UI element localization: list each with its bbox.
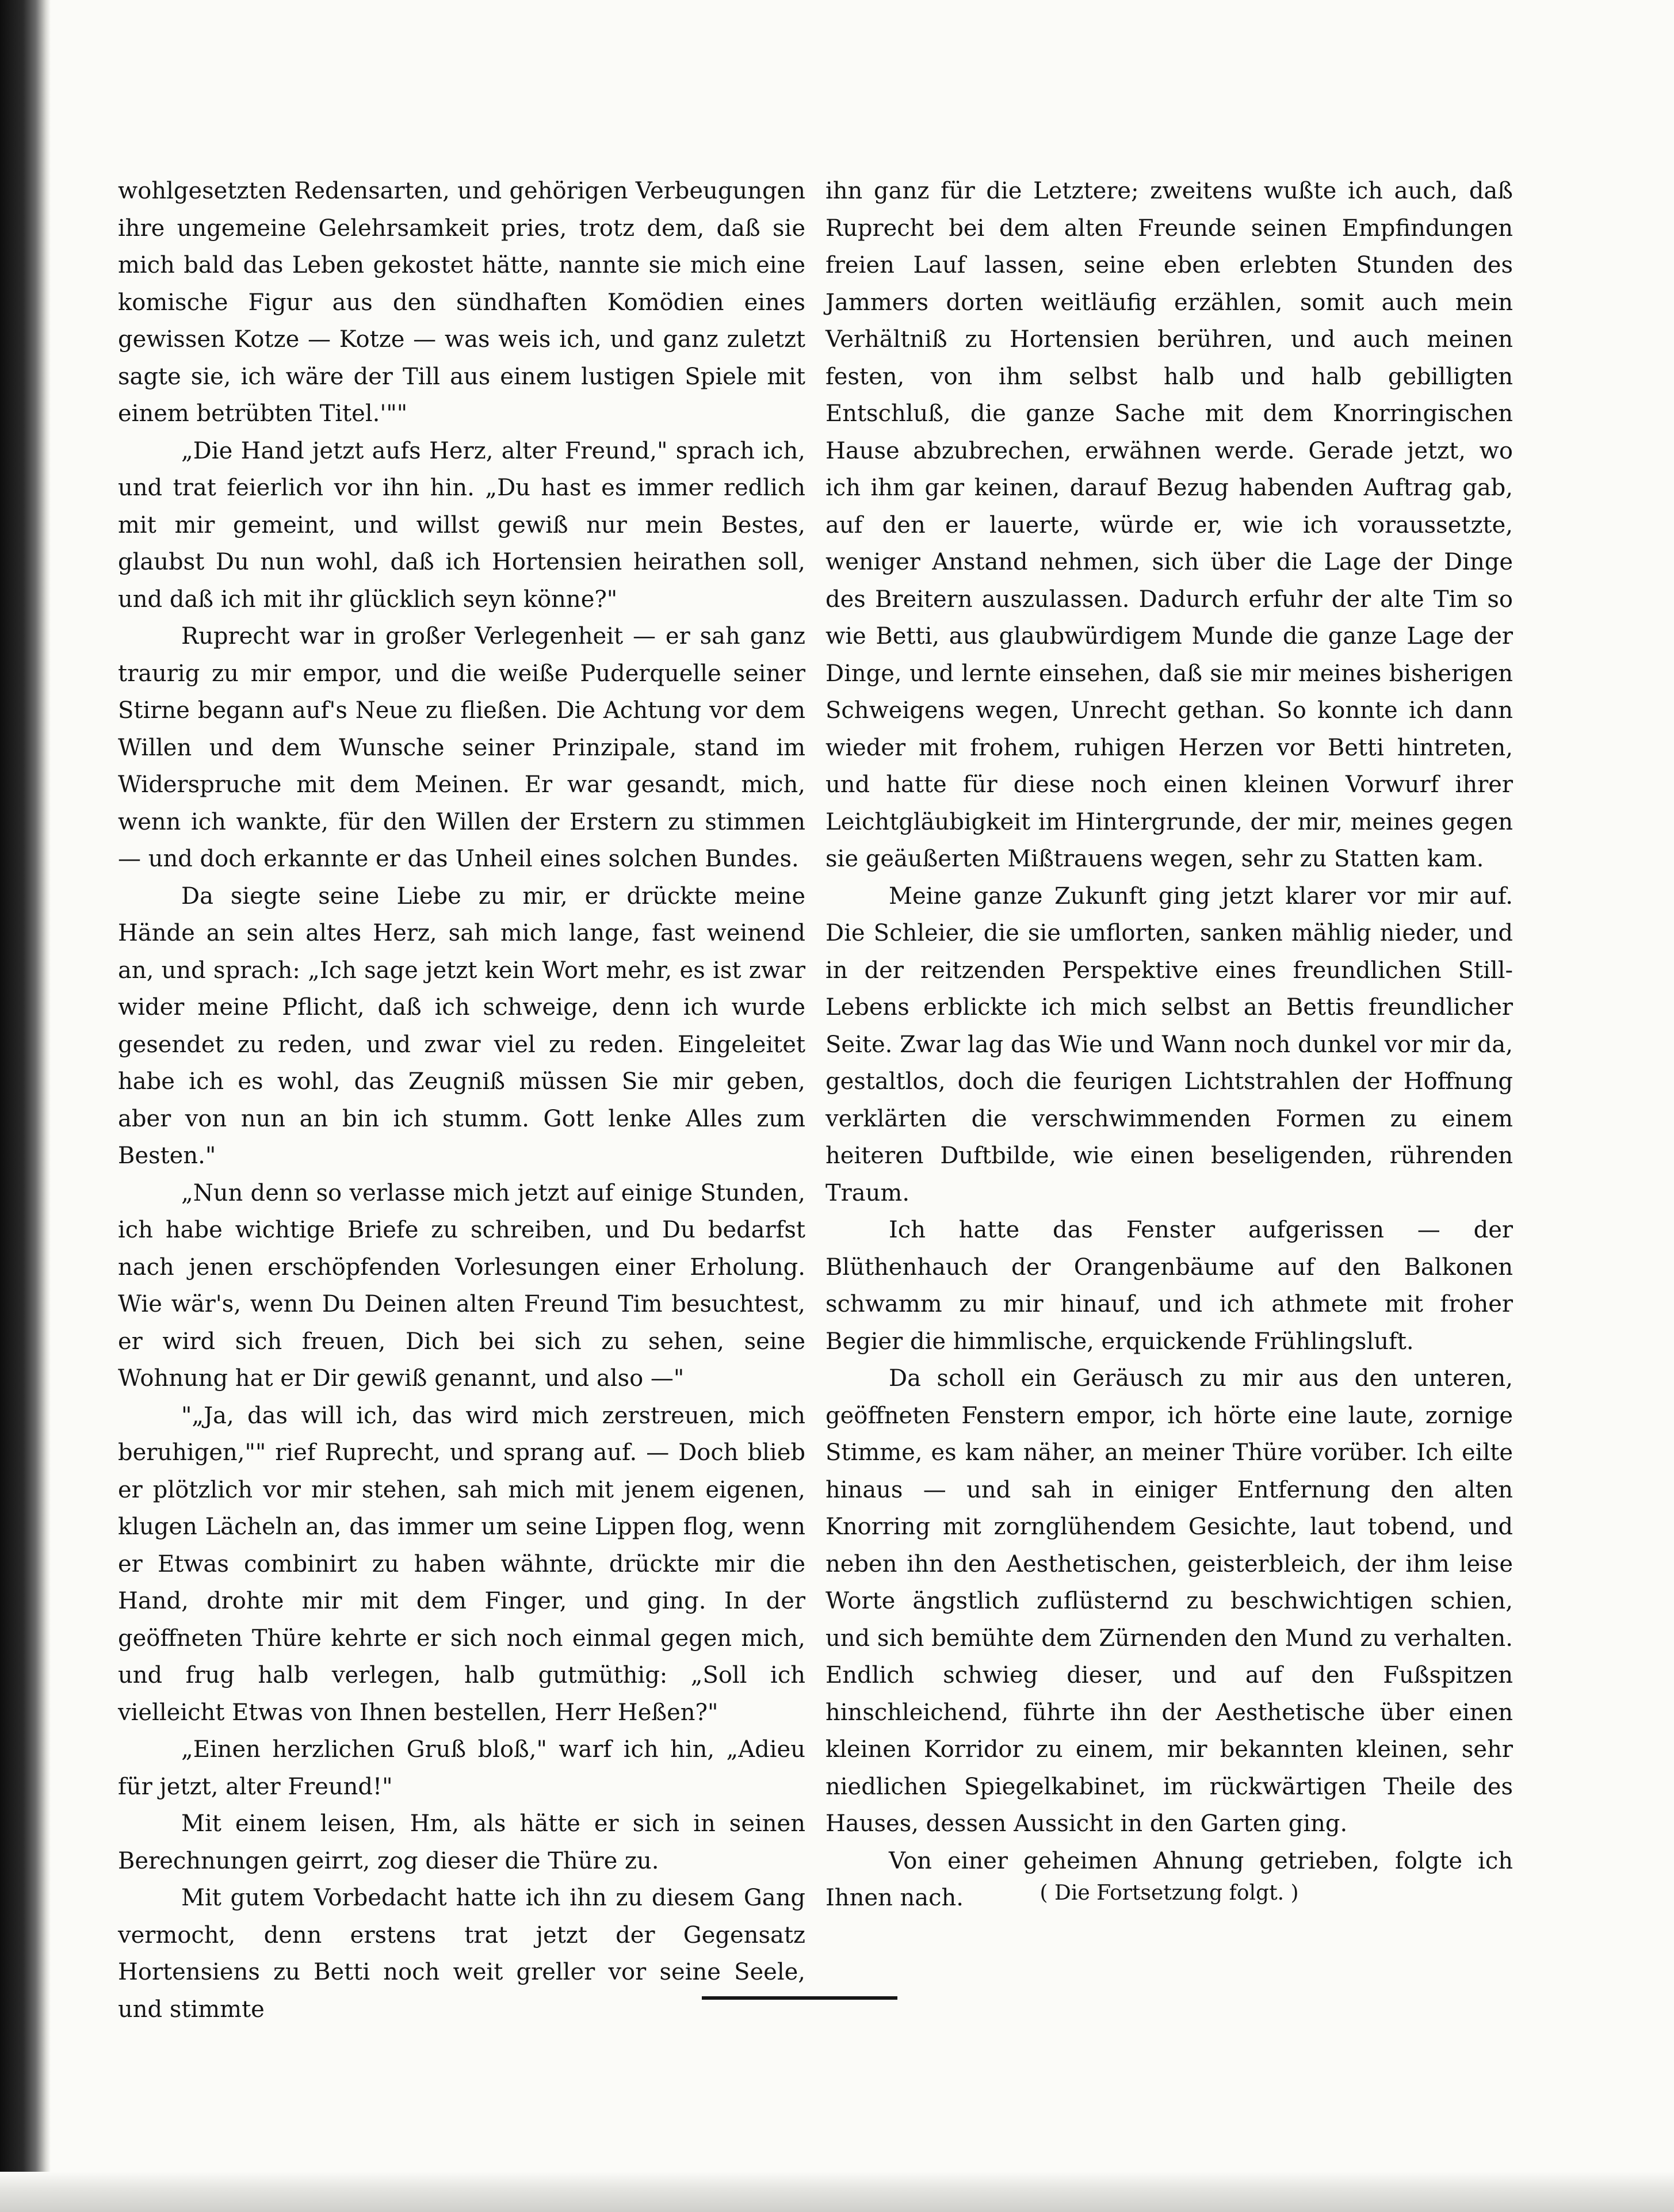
paragraph: „Nun denn so verlasse mich jetzt auf einige Stunden, ich habe wichtige Briefe zu schreiben, und Du bedarfst nach jenen erschöpfenden Vorlesungen einer Erholung. Wie wär's, wenn Du Deinen alten Freund Tim besuchtest, er wird sich freuen, Dich bei sich zu sehen, seine Wohnung hat er Dir gewiß genannt, und also —" xyxy=(118,1179,805,1392)
paragraph: wohlgesetzten Redensarten, und gehörigen Verbeugungen ihre ungemeine Gelehrsamkeit pries, trotz dem, daß sie mich bald das Leben gekostet hätte, nannte sie mich eine komische Figur aus den sündhaften Komödien eines gewissen Kotze — Kotze — was weis ich, und ganz zuletzt sagte sie, ich wäre der Till aus einem lustigen Spiele mit einem betrübten Titel.'"" xyxy=(118,178,805,427)
end-rule-divider xyxy=(702,1996,897,2000)
paragraph: Meine ganze Zukunft ging jetzt klarer vor mir auf. Die Schleier, die sie umflorten, sanken mählig nieder, und in der reitzenden Perspektive eines freundlichen Still-Lebens erblickte ich mich selbst an Bettis freundlicher Seite. Zwar lag das Wie und Wann noch dunkel vor mir da, gestaltlos, doch die feurigen Lichtstrahlen der Hoffnung verklärten die verschwimmenden Formen zu einem heiteren Duftbilde, wie einen beseligenden, rührenden Traum. xyxy=(825,882,1513,1206)
paragraph: "„Ja, das will ich, das wird mich zerstreuen, mich beruhigen,"" rief Ruprecht, und sprang auf. — Doch blieb er plötzlich vor mir stehen, sah mich mit jenem eigenen, klugen Lächeln an, das immer um seine Lippen flog, wenn er Etwas combinirt zu haben wähnte, drückte mir die Hand, drohte mir mit dem Finger, und ging. In der geöffneten Thüre kehrte er sich noch einmal gegen mich, und frug halb verlegen, halb gutmüthig: „Soll ich vielleicht Etwas von Ihnen bestellen, Herr Heßen?" xyxy=(118,1402,805,1726)
paragraph: „Einen herzlichen Gruß bloß," warf ich hin, „Adieu für jetzt, alter Freund!" xyxy=(118,1736,805,1800)
paragraph: Ruprecht war in großer Verlegenheit — er sah ganz traurig zu mir empor, und die weiße Puderquelle seiner Stirne begann auf's Neue zu fließen. Die Achtung vor dem Willen und dem Wunsche seiner Prinzipale, stand im Widerspruche mit dem Meinen. Er war gesandt, mich, wenn ich wankte, für den Willen der Erstern zu stimmen — und doch erkannte er das Unheil eines solchen Bundes. xyxy=(118,623,805,872)
continuation-note: ( Die Fortsetzung folgt. ) xyxy=(1039,1881,1299,1905)
page-binding-edge xyxy=(0,0,51,2212)
paragraph: ihn ganz für die Letztere; zweitens wußte ich auch, daß Ruprecht bei dem alten Freunde seinen Empfindungen freien Lauf lassen, seine eben erlebten Stunden des Jammers dorten weitläufig erzählen, somit auch mein Verhältniß zu Hortensien berühren, und auch meinen festen, von ihm selbst halb und halb gebilligten Entschluß, die ganze Sache mit dem Knorringischen Hause abzubrechen, erwähnen werde. Gerade jetzt, wo ich ihm gar keinen, darauf Bezug habenden Auftrag gab, auf den er lauerte, würde er, wie ich voraussetzte, weniger Anstand nehmen, sich über die Lage der Dinge des Breitern auszulassen. Dadurch erfuhr der alte Tim so wie Betti, aus glaubwürdigem Munde die ganze Lage der Dinge, und lernte einsehen, daß sie mir meines bisherigen Schweigens wegen, Unrecht gethan. So konnte ich dann wieder mit frohem, ruhigen Herzen vor Betti hintreten, und hatte für diese noch einen kleinen Vorwurf ihrer Leichtgläubigkeit im Hintergrunde, der mir, meines gegen sie geäußerten Mißtrauens wegen, sehr zu Statten kam. xyxy=(825,178,1513,872)
paragraph: Von einer geheimen Ahnung getrieben, folgte ich Ihnen nach. xyxy=(825,1847,1513,1911)
paragraph: Ich hatte das Fenster aufgerissen — der Blüthenhauch der Orangenbäume auf den Balkonen schwamm zu mir hinauf, und ich athmete mit froher Begier die himmlische, erquickende Frühlingsluft. xyxy=(825,1217,1513,1355)
paragraph: Da siegte seine Liebe zu mir, er drückte meine Hände an sein altes Herz, sah mich lange, fast weinend an, und sprach: „Ich sage jetzt kein Wort mehr, es ist zwar wider meine Pflicht, daß ich schweige, denn ich wurde gesendet zu reden, und zwar viel zu reden. Eingeleitet habe ich es wohl, das Zeugniß müssen Sie mir geben, aber von nun an bin ich stumm. Gott lenke Alles zum Besten." xyxy=(118,882,805,1169)
paragraph: Da scholl ein Geräusch zu mir aus den unteren, geöffneten Fenstern empor, ich hörte eine laute, zornige Stimme, es kam näher, an meiner Thüre vorüber. Ich eilte hinaus — und sah in einiger Entfernung den alten Knorring mit zornglühendem Gesichte, laut tobend, und neben ihn den Aesthetischen, geisterbleich, der ihm leise Worte ängstlich zuflüsternd zu beschwichtigen schien, und sich bemühte dem Zürnenden den Mund zu verhalten. Endlich schwieg dieser, und auf den Fußspitzen hinschleichend, führte ihn der Aesthetische über einen kleinen Korridor zu einem, mir bekannten kleinen, sehr niedlichen Spiegelkabinet, im rückwärtigen Theile des Hauses, dessen Aussicht in den Garten ging. xyxy=(825,1365,1513,1837)
text-column-left xyxy=(118,173,805,2028)
paragraph: Mit gutem Vorbedacht hatte ich ihn zu diesem Gang vermocht, denn erstens trat jetzt der Gegensatz Hortensiens zu Betti noch weit greller vor seine Seele, und stimmte xyxy=(118,1885,805,2023)
paragraph: Mit einem leisen, Hm, als hätte er sich in seinen Berechnungen geirrt, zog dieser die Thüre zu. xyxy=(118,1810,805,1874)
page-bottom-edge xyxy=(0,2172,1674,2212)
paragraph: „Die Hand jetzt aufs Herz, alter Freund," sprach ich, und trat feierlich vor ihn hin. „Du hast es immer redlich mit mir gemeint, und willst gewiß nur mein Bestes, glaubst Du nun wohl, daß ich Hortensien heirathen soll, und daß ich mit ihr glücklich seyn könne?" xyxy=(118,437,805,613)
text-column-right xyxy=(825,173,1513,1917)
